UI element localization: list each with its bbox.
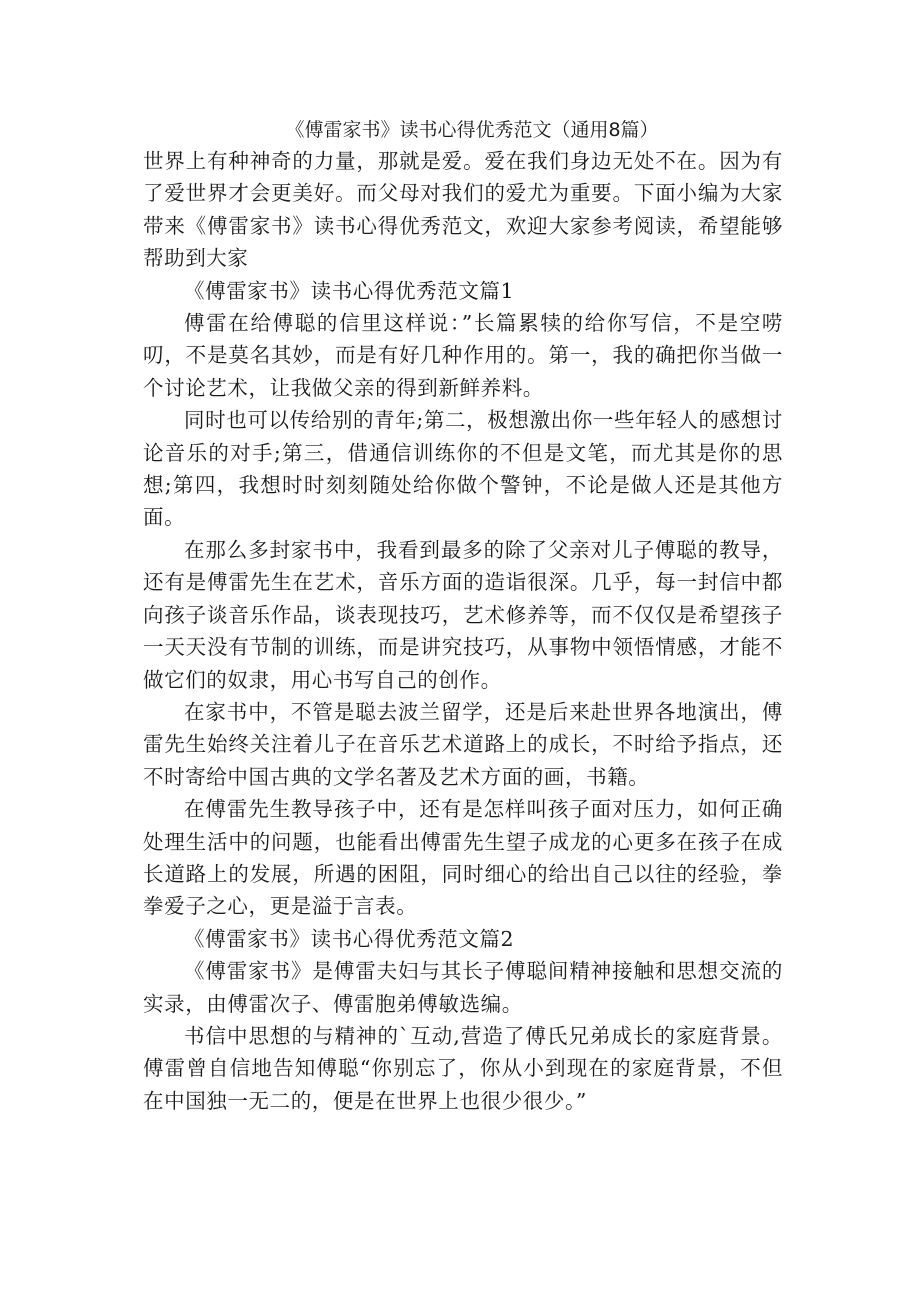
body-paragraph: 《傅雷家书》是傅雷夫妇与其长子傅聪间精神接触和思想交流的实录，由傅雷次子、傅雷胞弟傅敏选编。 xyxy=(143,959,783,1016)
body-paragraph: 同时也可以传给别的青年;第二，极想激出你一些年轻人的感想讨论音乐的对手;第三，借通信训练你的不但是文笔，而尤其是你的思想;第四，我想时时刻刻随处给你做个警钟，不论是做人还是其他方面。 xyxy=(143,408,783,530)
section-heading: 《傅雷家书》读书心得优秀范文篇2 xyxy=(184,926,515,951)
body-paragraph: 在那么多封家书中，我看到最多的除了父亲对儿子傅聪的教导，还有是傅雷先生在艺术，音乐方面的造诣很深。几乎，每一封信中都向孩子谈音乐作品，谈表现技巧，艺术修养等，而不仅仅是希望孩子一天天没有节制的训练，而是讲究技巧，从事物中领悟情感，才能不做它们的奴隶，用心书写自己的创作。 xyxy=(143,537,783,692)
document-page xyxy=(143,115,783,1117)
intro-paragraph: 世界上有种神奇的力量，那就是爱。爱在我们身边无处不在。因为有了爱世界才会更美好。而父母对我们的爱尤为重要。下面小编为大家带来《傅雷家书》读书心得优秀范文，欢迎大家参考阅读，希望能够帮助到大家 xyxy=(143,149,783,271)
body-paragraph: 在家书中，不管是聪去波兰留学，还是后来赴世界各地演出，傅雷先生始终关注着儿子在音乐艺术道路上的成长，不时给予指点，还不时寄给中国古典的文学名著及艺术方面的画，书籍。 xyxy=(143,699,783,789)
body-paragraph: 书信中思想的与精神的`互动,营造了傅氏兄弟成长的家庭背景。傅雷曾自信地告知傅聪“你别忘了，你从小到现在的家庭背景，不但在中国独一无二的，便是在世界上也很少很少。” xyxy=(143,1023,783,1113)
section-1 xyxy=(143,275,783,923)
document-title: 《傅雷家书》读书心得优秀范文（通用8篇） xyxy=(285,119,659,141)
body-paragraph: 在傅雷先生教导孩子中，还有是怎样叫孩子面对压力，如何正确处理生活中的问题，也能看出傅雷先生望子成龙的心更多在孩子在成长道路上的发展，所遇的困阻，同时细心的给出自己以往的经验，拳拳爱子之心，更是溢于言表。 xyxy=(143,797,783,919)
section-heading: 《傅雷家书》读书心得优秀范文篇1 xyxy=(184,278,515,303)
section-2 xyxy=(143,923,783,1117)
body-paragraph: 傅雷在给傅聪的信里这样说：”长篇累犊的给你写信，不是空唠叨，不是莫名其妙，而是有好几种作用的。第一，我的确把你当做一个讨论艺术，让我做父亲的得到新鲜养料。 xyxy=(143,311,783,400)
